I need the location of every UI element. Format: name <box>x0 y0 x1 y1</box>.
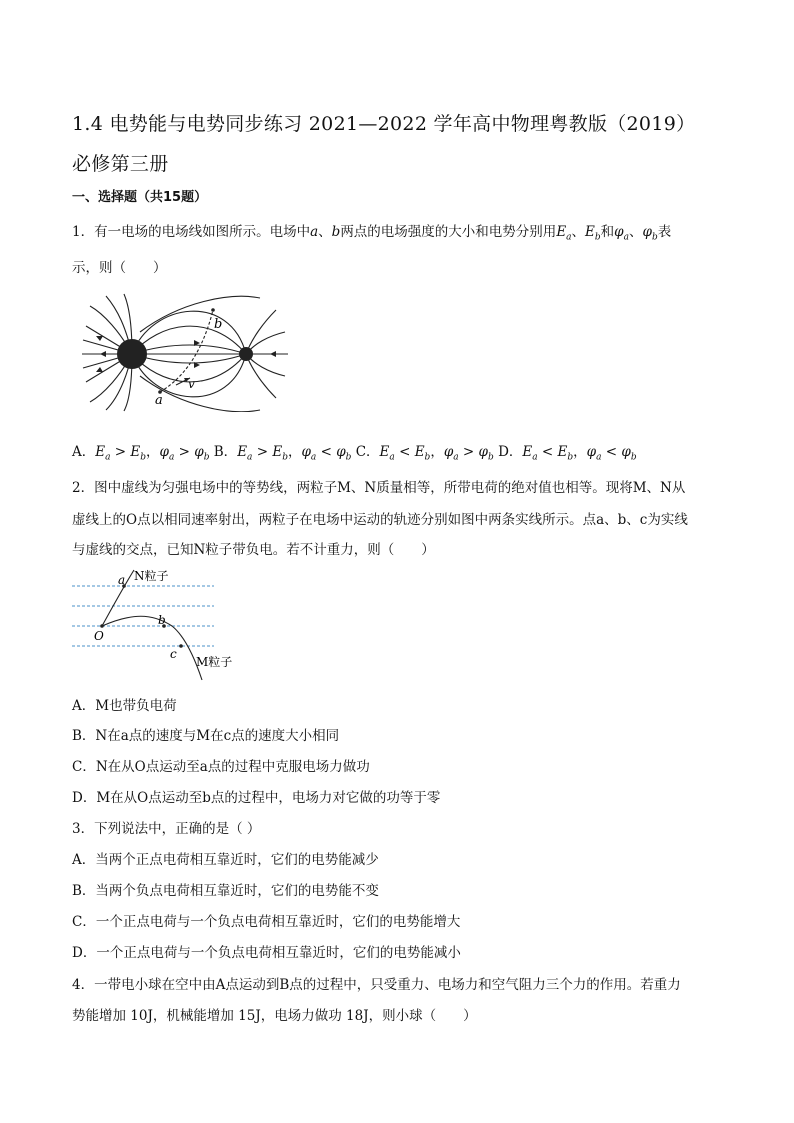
q1-fig-label-b: b <box>214 317 223 332</box>
q2-trajectory-figure <box>72 568 252 688</box>
q1-fig-label-v: v <box>188 377 195 391</box>
title-line-1: 1.4 电势能与电势同步练习 2021—2022 学年高中物理粤教版（2019） <box>72 113 696 135</box>
q3-stem: 3．下列说法中，正确的是（ ） <box>72 821 261 837</box>
q2-option-a: A．M也带负电荷 <box>72 698 177 714</box>
q2-fig-label-o: O <box>94 629 104 643</box>
q3-option-d: D．一个正点电荷与一个负点电荷相互靠近时，它们的电势能减小 <box>72 945 461 961</box>
q2-option-c: C．N在从O点运动至a点的过程中克服电场力做功 <box>72 759 370 775</box>
document-title <box>72 104 732 184</box>
q1-fig-label-a: a <box>155 393 163 408</box>
q2-fig-label-b: b <box>158 613 166 627</box>
q1-options: A．$E_a > E_b$，$\varphi_a > \varphi_b$ B．$E_a > E_b$，$\varphi_a < \varphi_b$ C．$E_a < E_b$，$\varphi_a > \varphi_b$ D．$E_a < E_b$，$\varphi_a < \varphi_b$ <box>72 444 637 463</box>
q4-stem-line-1: 4．一带电小球在空中由A点运动到B点的过程中，只受重力、电场力和空气阻力三个力的作用。若重力 <box>72 977 681 993</box>
q2-fig-label-c: c <box>170 647 177 661</box>
q2-option-b: B．N在a点的速度与M在c点的速度大小相同 <box>72 728 340 744</box>
q1-stem-line-1: 1．有一电场的电场线如图所示。电场中a、b两点的电场强度的大小和电势分别用$E_a$、$E_b$和$\varphi_a$、$\varphi_b$表 <box>72 224 672 243</box>
q2-fig-label-a: a <box>118 573 126 587</box>
q2-fig-label-m: M粒子 <box>196 655 233 669</box>
q3-option-c: C．一个正点电荷与一个负点电荷相互靠近时，它们的电势能增大 <box>72 914 461 930</box>
title-line-2: 必修第三册 <box>72 153 169 175</box>
q4-stem-line-2: 势能增加 10J，机械能增加 15J，电场力做功 18J，则小球（ ） <box>72 1008 477 1024</box>
q1-stem-line-2: 示，则（ ） <box>72 260 167 276</box>
q2-stem-line-3: 与虚线的交点，已知N粒子带负电。若不计重力，则（ ） <box>72 542 435 558</box>
q2-fig-label-n: N粒子 <box>134 569 169 583</box>
section-heading: 一、选择题（共15题） <box>72 190 208 205</box>
q3-option-a: A．当两个正点电荷相互靠近时，它们的电势能减少 <box>72 852 379 868</box>
q1-electric-field-figure <box>80 292 290 412</box>
q3-option-b: B．当两个负点电荷相互靠近时，它们的电势能不变 <box>72 883 379 899</box>
q2-stem-line-2: 虚线上的O点以相同速率射出，两粒子在电场中运动的轨迹分别如图中两条实线所示。点a、b、c为实线 <box>72 512 688 528</box>
q2-option-d: D．M在从O点运动至b点的过程中，电场力对它做的功等于零 <box>72 790 441 806</box>
q2-stem-line-1: 2．图中虚线为匀强电场中的等势线，两粒子M、N质量相等，所带电荷的绝对值也相等。现将M、N从 <box>72 480 686 496</box>
